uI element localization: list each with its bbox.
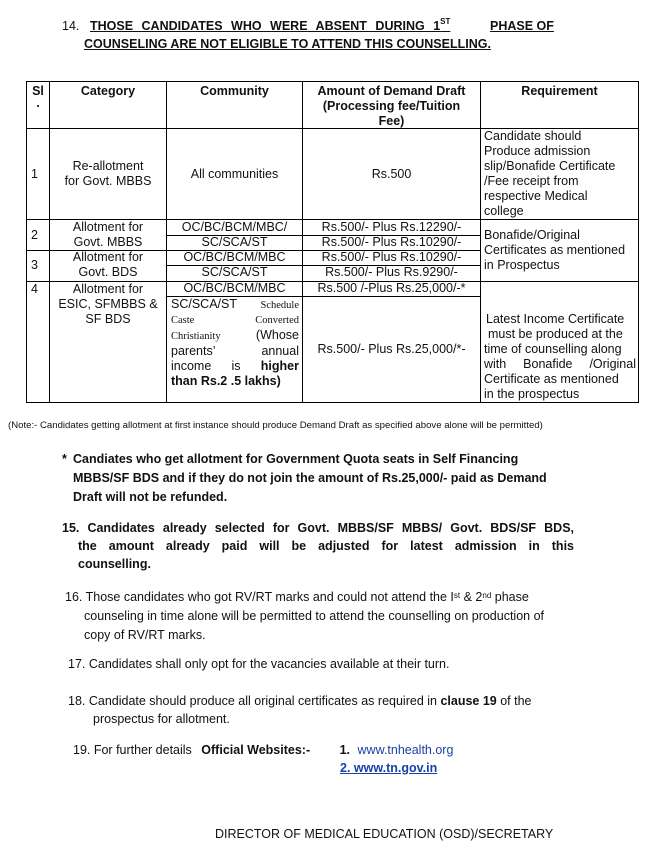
row3-sl: 3: [31, 258, 38, 272]
header-requirement: Requirement: [521, 84, 598, 98]
row1-requirement: Candidate should Produce admission slip/Bonafide Certificate /Fee receipt from respective Medical college: [484, 129, 616, 218]
row1-category: Re-allotment for Govt. MBBS: [64, 159, 152, 188]
row1-amount: Rs.500: [371, 167, 412, 181]
clause-14-line2: COUNSELING ARE NOT ELIGIBLE TO ATTEND THIS COUNSELLING.: [84, 37, 491, 51]
header-category: Category: [80, 84, 136, 98]
row3-community-1: OC/BC/BCM/MBC: [183, 250, 286, 264]
row23-requirement: Bonafide/Original Certificates as mentioned in Prospectus: [484, 228, 626, 272]
row3-category: Allotment for Govt. BDS: [72, 250, 144, 279]
row2-amount-2: Rs.500/- Plus Rs.10290/-: [321, 235, 462, 249]
clause-14-line1: THOSE CANDIDATES WHO WERE ABSENT DURING 1ST: [90, 17, 451, 33]
note: (Note:- Candidates getting allotment at first instance should produce Demand Draft as specified above alone will be permitted): [8, 420, 543, 431]
row3-amount-2: Rs.500/- Plus Rs.9290/-: [325, 265, 458, 279]
row2-sl: 2: [31, 228, 38, 242]
row4-sl: 4: [31, 282, 38, 296]
row3-amount-1: Rs.500/- Plus Rs.10290/-: [321, 250, 462, 264]
signature: DIRECTOR OF MEDICAL EDUCATION (OSD)/SECRETARY: [215, 827, 554, 841]
row2-community-1: OC/BC/BCM/MBC/: [181, 220, 288, 234]
header-community: Community: [200, 84, 269, 98]
row4-category: Allotment for ESIC, SFMBBS & SF BDS: [58, 282, 158, 326]
star-paragraph: * Candiates who get allotment for Government Quota seats in Self Financing MBBS/SF BDS and if they do not join the amount of Rs.25,000/- paid as Demand Draft will not be refunded.: [62, 452, 547, 504]
row1-sl: 1: [31, 167, 38, 181]
website-link-1[interactable]: www.tnhealth.org: [357, 743, 454, 757]
row4-amount-1: Rs.500 /-Plus Rs.25,000/-*: [317, 281, 466, 295]
header-amount: Amount of Demand Draft (Processing fee/Tuition Fee): [317, 84, 466, 128]
row4-requirement: Latest Income Certificate must be produced at the time of counselling along with Bonafide /Original Certificate as mentioned in the prospectus: [484, 312, 636, 401]
row4-community-1: OC/BC/BCM/MBC: [183, 281, 286, 295]
row4-amount-2: Rs.500/- Plus Rs.25,000/*-: [317, 342, 466, 356]
row2-category: Allotment for Govt. MBBS: [72, 220, 144, 249]
clause-14-number: 14.: [62, 19, 80, 33]
header-sl: Sl .: [32, 84, 44, 110]
clause-17: 17. Candidates shall only opt for the vacancies available at their turn.: [68, 657, 450, 671]
clause-18: 18. Candidate should produce all original certificates as required in clause 19 of the prospectus for allotment.: [68, 694, 532, 726]
website-link-2[interactable]: 2. www.tn.gov.in: [340, 761, 438, 775]
clause-16: 16. Those candidates who got RV/RT marks and could not attend the Ist & 2nd phase counseling in time alone will be permitted to attend the counselling on production of copy of RV/RT marks.: [65, 590, 545, 642]
row4-community-2: SC/SCA/ST Schedule Caste Converted Christianity (Whose parents’ annual income is higher than Rs.2 .5 lakhs): [171, 297, 299, 388]
clause-14-line1b: PHASE OF: [490, 19, 554, 33]
row2-community-2: SC/SCA/ST: [201, 235, 268, 249]
clause-19: 19. For further details Official Websites:- 1. www.tnhealth.org: [73, 743, 454, 757]
row2-amount-1: Rs.500/- Plus Rs.12290/-: [321, 220, 462, 234]
row3-community-2: SC/SCA/ST: [201, 265, 268, 279]
row1-community: All communities: [190, 167, 279, 181]
website-link-2-wrapper: [340, 761, 437, 775]
clause-15: 15. Candidates already selected for Govt. MBBS/SF MBBS/ Govt. BDS/SF BDS, the amount already paid will be adjusted for latest admission in this counselling.: [62, 521, 574, 571]
fee-table: [0, 0, 650, 410]
